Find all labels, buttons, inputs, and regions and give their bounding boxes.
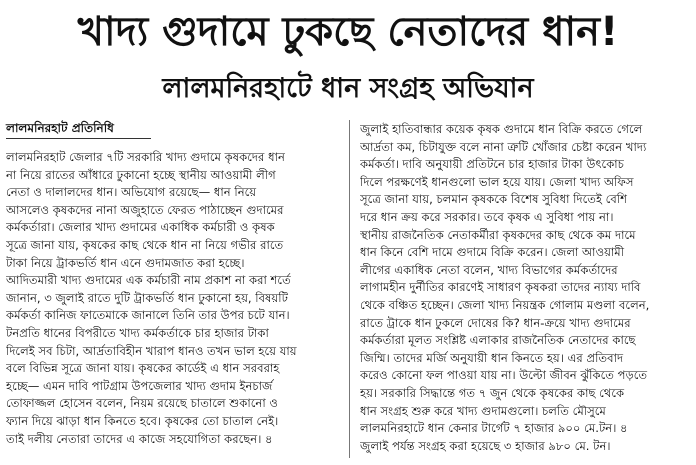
article-text-line: রাতে ট্রাকে ধান ঢুকলে দোষের কি? ধান-ক্রয়ে খাদ্য গুদামের: [360, 315, 631, 330]
article-text-line: টনপ্রতি ধানের বিপরীতে খাদ্য কর্মকর্তাকে চার হাজার টাকা: [6, 325, 269, 340]
article-text-line: জানান, ৩ জুলাই রাতে দুটি ট্রাকভর্তি ধান ঢুকানো হয়, বিষয়টি: [6, 290, 288, 305]
left-column-text: [6, 149, 336, 448]
article-text-line: হয়। সরকারি সিদ্ধান্তে গত ৭ জুন থেকে কৃষকের কাছ থেকে: [360, 385, 625, 400]
article-text-line: স্থানীয় রাজনৈতিক নেতাকর্মীরা কৃষকদের কাছ থেকে কম দামে: [360, 227, 636, 242]
article-text-line: বলে বিভিন্ন সূত্রে জানা যায়। কৃষকের কার্ডেই এ ধান সরবরাহ: [6, 361, 280, 376]
byline: লালমনিরহাট প্রতিনিধি: [6, 121, 114, 135]
article-text-line: টাকা নিয়ে ট্রাকভর্তি ধান এনে গুদামজাত করা হচ্ছে।: [6, 255, 245, 270]
article-text-line: আর্দ্রতা কম, চিটাযুক্ত বলে নানা ত্রুটি খোঁজার চেষ্টা করেন খাদ্য: [360, 139, 647, 154]
article-text-line: হচ্ছে— এমন দাবি পাটগ্রাম উপজেলার খাদ্য গুদাম ইনচার্জ: [6, 378, 273, 393]
article-text-line: তাই দলীয় নেতারা তাদের এ কাজে সহযোগিতা করছেন। ৪: [6, 431, 273, 446]
article-text-line: দিলেই সব চিটা, আর্দ্রতাবিহীন খারাপ ধানও তখন ভাল হয়ে যায়: [6, 343, 297, 358]
article-text-line: দিলে পরক্ষণেই ধানগুলো ভাল হয়ে যায়। জেলা খাদ্য অফিস: [360, 174, 634, 189]
article-column-left: [6, 120, 336, 448]
article-text-line: করেও কোনো ফল পাওয়া যায় না। উল্টো জীবন ঝুঁকিতে পড়তে: [360, 368, 648, 383]
article-text-line: আসলেও কৃষকদের নানা অজুহাতে ফেরত পাঠাচ্ছেন গুদামের: [6, 202, 284, 217]
article-column-right: [360, 121, 690, 455]
right-column-text: [360, 121, 690, 455]
article-text-line: ফ্যান দিয়ে ঝাড়া ধান কিনতে হবে। কৃষকের তো চাতাল নেই।: [6, 413, 279, 428]
article-text-line: কর্মকর্তারা। জেলার খাদ্য গুদামের একাধিক কর্মচারী ও কৃষক: [6, 220, 275, 235]
article-text-line: দরে ধান ক্রয় করে সরকার। তবে কৃষক এ সুবিধা পায় না।: [360, 209, 614, 224]
article-text-line: ধান সংগ্রহ শুরু করে খাদ্য গুদামগুলো। চলতি মৌসুমে: [360, 403, 606, 418]
column-divider: [349, 120, 350, 458]
article-text-line: থেকে বঞ্চিত হচ্ছেন। জেলা খাদ্য নিয়ন্ত্রক গোলাম মণ্ডলা বলেন,: [360, 297, 650, 312]
article-text-line: কর্মকর্তারা মূলত সংশ্লিষ্ট এলাকার রাজনৈতিক নেতাদের কাছে: [360, 333, 636, 348]
article-text-line: কর্মকর্তা কানিজ ফাতেমাকে জানালে তিনি তার উপর চটে যান।: [6, 308, 290, 323]
article-text-line: লালমনিরহাট জেলার ৭টি সরকারি খাদ্য গুদামে কৃষকদের ধান: [6, 150, 285, 164]
article-text-line: জুলাই পর্যন্ত সংগ্রহ করা হয়েছে ৩ হাজার ৯৮০ মে. টন।: [360, 438, 611, 453]
byline-underline: [6, 138, 151, 139]
subheadline: লালমনিরহাটে ধান সংগ্রহ অভিযান: [162, 73, 534, 104]
article-text-line: কর্মকর্তা। দাবি অনুযায়ী প্রতিটনে চার হাজার টাকা উৎকোচ: [360, 157, 624, 172]
article-text-line: না নিয়ে রাতের আঁধারে ঢুকানো হচ্ছে স্থানীয় আওয়ামী লীগ: [6, 167, 276, 182]
article-text-line: সূত্রে জানা যায়, কৃষকের কাছ থেকে ধান না নিয়ে গভীর রাতে: [6, 237, 284, 252]
headline: খাদ্য গুদামে ঢুকছে নেতাদের ধান!: [77, 9, 619, 55]
article-text-line: লালমনিরহাটে ধান কেনার টার্গেট ৭ হাজার ৯০০ মে.টন। ৪: [360, 421, 628, 436]
article-text-line: সূত্রে জানা যায়, চলমান কৃষককে বিশেষ সুবিধা দিতেই বেশি: [360, 192, 627, 207]
article-text-line: ধান কিনে বেশি দামে গুদামে বিক্রি করেন। জেলা আওয়ামী: [360, 245, 625, 260]
article-text-line: লীগের একাধিক নেতা বলেন, খাদ্য বিভাগের কর্মকর্তাদের: [360, 262, 618, 277]
article-text-line: আদিতমারী খাদ্য গুদামের এক কর্মচারী নাম প্রকাশ না করা শর্তে: [6, 273, 291, 288]
article-text-line: জুলাই হাতিবান্ধার কয়েক কৃষক গুদামে ধান বিক্রি করতে গেলে: [360, 122, 643, 136]
article-text-line: জিম্মি। তাদের মর্জি অনুযায়ী ধান কিনতে হয়। এর প্রতিবাদ: [360, 350, 624, 365]
article-text-line: লাগামহীন দুর্নীতির কারণেই সাধারণ কৃষকরা তাদের ন্যায্য দাবি: [360, 280, 641, 295]
article-text-line: নেতা ও দালালদের ধান। অভিযোগ রয়েছে— ধান নিয়ে: [6, 185, 257, 200]
article-text-line: তোফাজ্জল হোসেন বলেন, নিয়ম রয়েছে চাতালে শুকানো ও: [6, 396, 278, 411]
